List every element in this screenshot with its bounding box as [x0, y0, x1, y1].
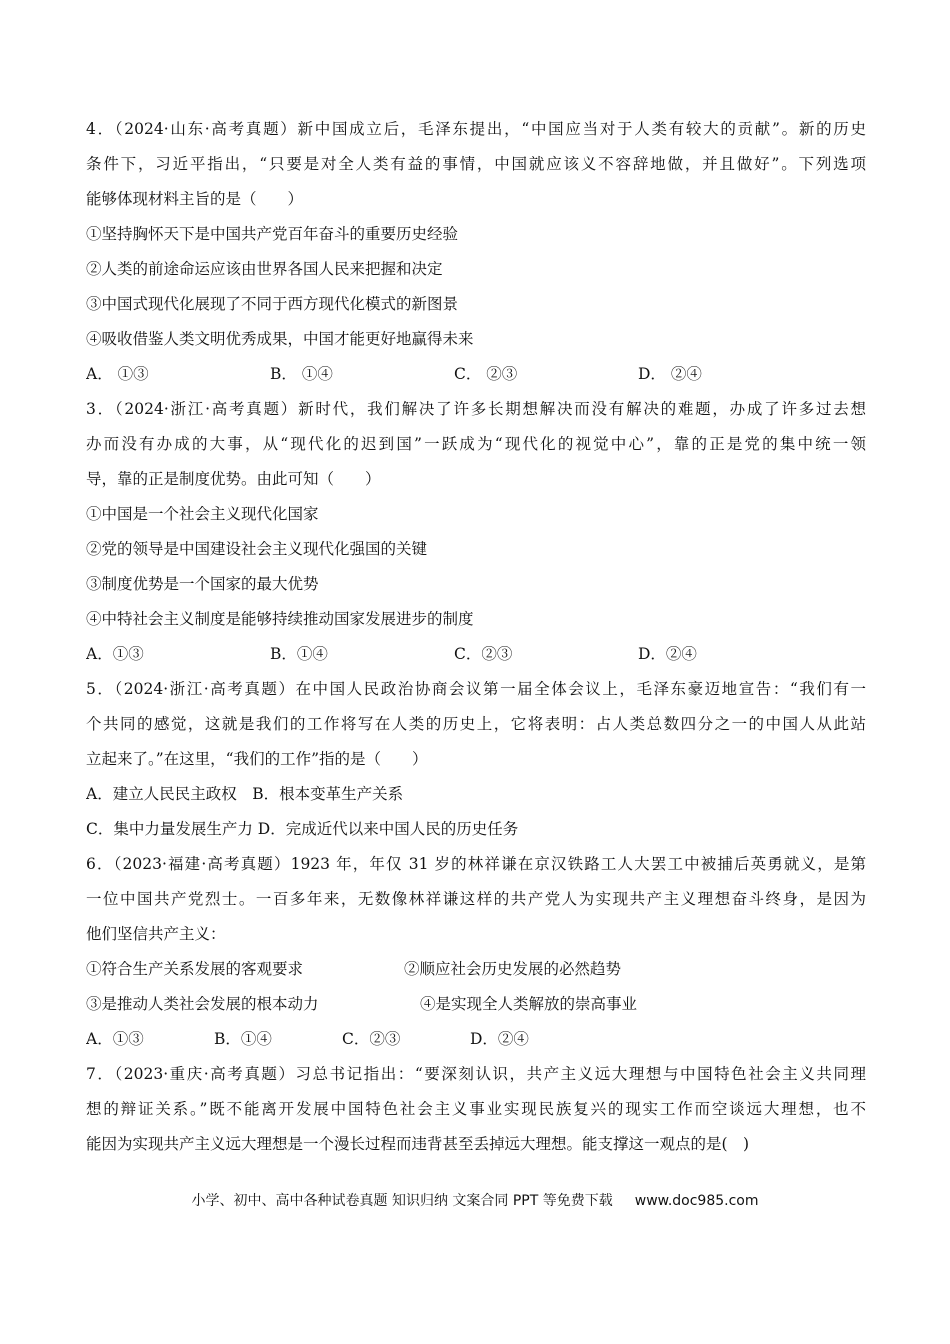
question-7 [86, 1057, 866, 1162]
question-stem-line: 4．（2024·山东·高考真题）新中国成立后，毛泽东提出，“中国应当对于人类有较大的贡献”。新的历史 [86, 120, 866, 138]
statement-pair [86, 952, 866, 987]
answer-options-line: A．建立人民民主政权 B．根本变革生产关系 [86, 785, 404, 803]
option-d: D．②④ [638, 645, 697, 663]
statement-item: ③是推动人类社会发展的根本动力 [86, 995, 319, 1013]
answer-options [86, 637, 866, 672]
option-a: A． ①③ [86, 365, 149, 383]
option-c: C． ②③ [454, 365, 518, 383]
answer-options-line: C．集中力量发展生产力 D．完成近代以来中国人民的历史任务 [86, 820, 519, 838]
option-d: D． ②④ [638, 365, 702, 383]
question-stem-line: 他们坚信共产主义： [86, 925, 226, 943]
option-c: C．②③ [454, 645, 513, 663]
question-stem-line: 5．（2024·浙江·高考真题）在中国人民政治协商会议第一届全体会议上，毛泽东豪迈地宣告：“我们有一 [86, 680, 866, 698]
question-stem-line: 立起来了。”在这里，“我们的工作”指的是（ ） [86, 750, 428, 768]
answer-options [86, 1022, 866, 1057]
option-d: D．②④ [470, 1030, 529, 1048]
question-stem-line: 能因为实现共产主义远大理想是一个漫长过程而违背甚至丢掉远大理想。能支撑这一观点的是( ) [86, 1135, 750, 1153]
question-stem-line: 6．（2023·福建·高考真题）1923 年，年仅 31 岁的林祥谦在京汉铁路工人大罢工中被捕后英勇就义，是第 [86, 855, 866, 873]
question-stem-line: 条件下，习近平指出，“只要是对全人类有益的事情，中国就应该义不容辞地做，并且做好”。下列选项 [86, 155, 866, 173]
option-c: C．②③ [342, 1030, 401, 1048]
option-b: B．①④ [270, 645, 328, 663]
question-stem-line: 导，靠的正是制度优势。由此可知（ ） [86, 470, 381, 488]
question-stem-line: 想的辩证关系。”既不能离开发展中国特色社会主义事业实现民族复兴的现实工作而空谈远大理想，也不 [86, 1100, 866, 1118]
question-stem-line: 能够体现材料主旨的是（ ） [86, 190, 304, 208]
statement-item: ②党的领导是中国建设社会主义现代化强国的关键 [86, 540, 428, 558]
statement-item: ③制度优势是一个国家的最大优势 [86, 575, 319, 593]
question-4 [86, 112, 866, 392]
question-stem-line: 3．（2024·浙江·高考真题）新时代，我们解决了许多长期想解决而没有解决的难题，办成了许多过去想 [86, 400, 866, 418]
question-stem-line: 一位中国共产党烈士。一百多年来，无数像林祥谦这样的共产党人为实现共产主义理想奋斗终身，是因为 [86, 890, 866, 908]
page-footer [0, 1190, 950, 1210]
statement-item: ②人类的前途命运应该由世界各国人民来把握和决定 [86, 260, 443, 278]
statement-item: ④是实现全人类解放的崇高事业 [420, 995, 638, 1013]
statement-item: ②顺应社会历史发展的必然趋势 [404, 960, 622, 978]
footer-url-link[interactable]: www.doc985.com [634, 1193, 759, 1209]
statement-item: ①中国是一个社会主义现代化国家 [86, 505, 319, 523]
statement-item: ④吸收借鉴人类文明优秀成果，中国才能更好地赢得未来 [86, 330, 474, 348]
option-b: B．①④ [214, 1030, 272, 1048]
question-stem-line: 个共同的感觉，这就是我们的工作将写在人类的历史上，它将表明：占人类总数四分之一的中国人从此站 [86, 715, 866, 733]
question-stem-line: 7．（2023·重庆·高考真题）习总书记指出：“要深刻认识，共产主义远大理想与中国特色社会主义共同理 [86, 1065, 866, 1083]
option-a: A．①③ [86, 1030, 144, 1048]
question-5 [86, 672, 866, 847]
option-b: B． ①④ [270, 365, 333, 383]
question-3 [86, 392, 866, 672]
footer-text: 小学、初中、高中各种试卷真题 知识归纳 文案合同 PPT 等免费下载 [191, 1193, 613, 1209]
question-stem-line: 办而没有办成的大事，从“现代化的迟到国”一跃成为“现代化的视觉中心”，靠的正是党的集中统一领 [86, 435, 866, 453]
question-6 [86, 847, 866, 1057]
statement-item: ①符合生产关系发展的客观要求 [86, 960, 304, 978]
exam-page [86, 112, 866, 1162]
statement-item: ③中国式现代化展现了不同于西方现代化模式的新图景 [86, 295, 459, 313]
statement-item: ①坚持胸怀天下是中国共产党百年奋斗的重要历史经验 [86, 225, 459, 243]
answer-options [86, 357, 866, 392]
option-a: A．①③ [86, 645, 144, 663]
statement-item: ④中特社会主义制度是能够持续推动国家发展进步的制度 [86, 610, 474, 628]
statement-pair [86, 987, 866, 1022]
